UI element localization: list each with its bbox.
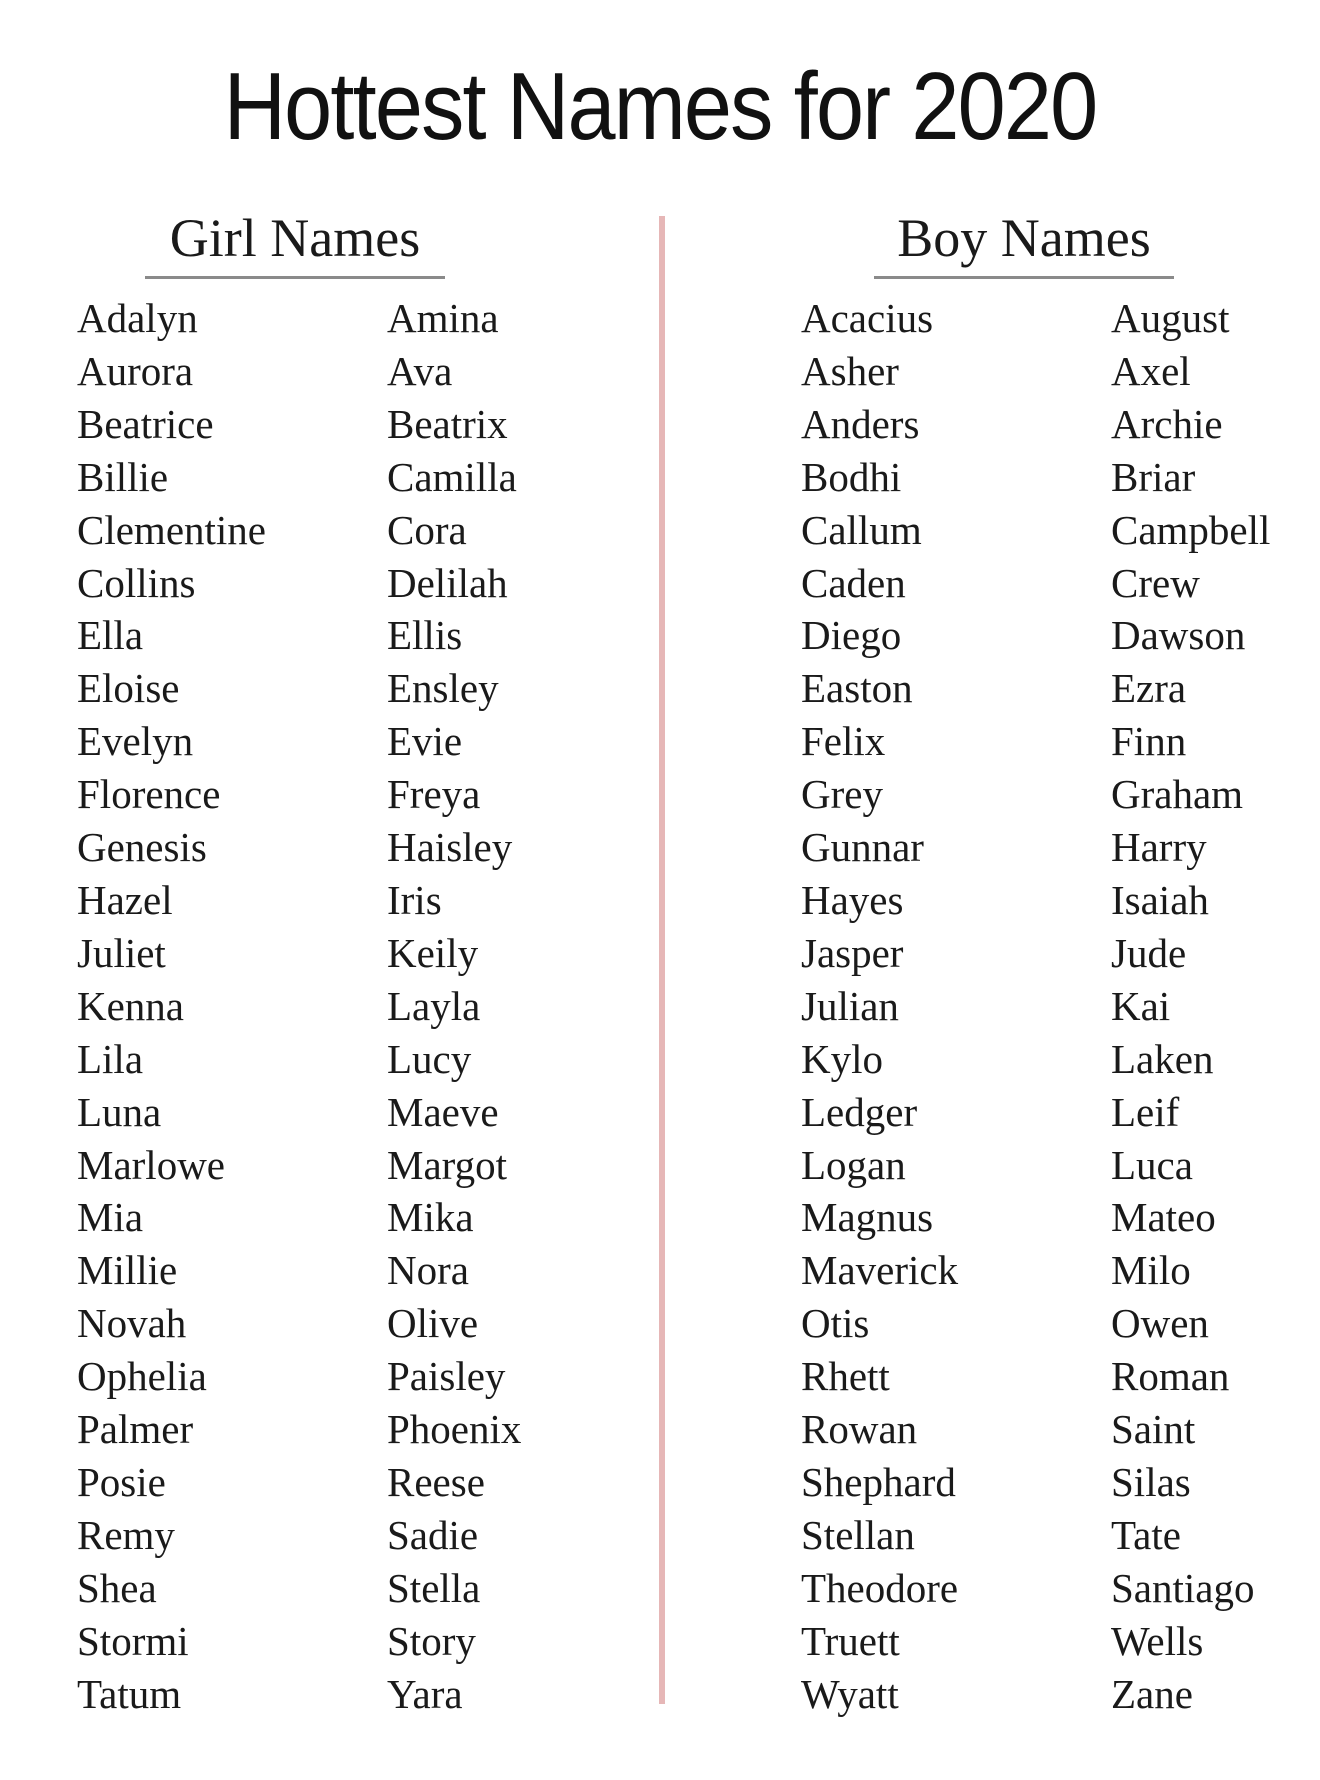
list-item: Sadie	[387, 1511, 479, 1558]
list-item: Isaiah	[1111, 876, 1209, 923]
list-item: Olive	[387, 1300, 479, 1347]
list-item: Juliet	[77, 929, 166, 976]
list-item: Clementine	[77, 506, 267, 553]
list-item: Mia	[77, 1194, 144, 1241]
list-item: Story	[387, 1617, 476, 1664]
list-item: Kai	[1111, 982, 1171, 1029]
list-item: Camilla	[387, 453, 517, 500]
list-item: Harry	[1111, 824, 1207, 871]
list-item: Felix	[801, 718, 886, 765]
list-item: Amina	[387, 295, 499, 341]
list-item: Ellis	[387, 612, 463, 659]
boy-names-heading: Boy Names	[874, 206, 1174, 279]
list-item: Grey	[801, 771, 883, 818]
list-item: Keily	[387, 929, 479, 976]
list-item: Palmer	[77, 1406, 194, 1453]
list-item: Ophelia	[77, 1353, 207, 1400]
girl-names-heading: Girl Names	[145, 206, 445, 279]
list-item: Laken	[1111, 1035, 1214, 1082]
list-item: Finn	[1111, 718, 1187, 765]
list-item: Hayes	[801, 876, 904, 923]
list-item: Theodore	[801, 1564, 959, 1611]
list-item: Tatum	[77, 1670, 182, 1717]
list-item: Iris	[387, 876, 442, 923]
list-item: Silas	[1111, 1458, 1191, 1505]
list-item: Nora	[387, 1247, 469, 1294]
list-item: Maeve	[387, 1088, 499, 1135]
list-item: Lucy	[387, 1035, 472, 1082]
list-item: Rhett	[801, 1353, 890, 1400]
list-item: Easton	[801, 665, 913, 712]
list-item: Delilah	[387, 559, 508, 606]
list-item: Anders	[801, 400, 920, 447]
boy-names-column-2	[1111, 292, 1270, 1720]
list-item: Graham	[1111, 771, 1244, 818]
list-item: Wyatt	[801, 1670, 899, 1717]
list-item: Jasper	[801, 929, 904, 976]
list-item: Magnus	[801, 1194, 934, 1241]
list-item: Luca	[1111, 1141, 1193, 1188]
list-item: Tate	[1111, 1511, 1181, 1558]
list-item: Logan	[801, 1141, 906, 1188]
list-item: Truett	[801, 1617, 900, 1664]
list-item: Ensley	[387, 665, 499, 712]
list-item: Ezra	[1111, 665, 1187, 712]
list-item: Margot	[387, 1141, 507, 1188]
list-item: Dawson	[1111, 612, 1246, 659]
list-item: Evie	[387, 718, 463, 765]
list-item: Caden	[801, 559, 906, 606]
list-item: Millie	[77, 1247, 178, 1294]
list-item: Shephard	[801, 1458, 956, 1505]
list-item: Remy	[77, 1511, 175, 1558]
list-item: Otis	[801, 1300, 870, 1347]
page-title: Hottest Names for 2020	[223, 53, 1097, 160]
list-item: Asher	[801, 347, 899, 394]
list-item: Kylo	[801, 1035, 883, 1082]
list-item: Yara	[387, 1670, 463, 1717]
list-item: Evelyn	[77, 718, 194, 765]
list-item: Julian	[801, 982, 899, 1029]
list-item: Acacius	[801, 295, 934, 341]
list-item: Aurora	[77, 347, 194, 394]
list-item: Zane	[1111, 1670, 1193, 1717]
list-item: Adalyn	[77, 295, 198, 341]
list-item: Roman	[1111, 1353, 1230, 1400]
list-item: August	[1111, 295, 1230, 341]
list-item: Eloise	[77, 665, 180, 712]
list-item: Gunnar	[801, 824, 924, 871]
list-item: Owen	[1111, 1300, 1209, 1347]
list-item: Florence	[77, 771, 221, 818]
list-item: Saint	[1111, 1406, 1196, 1453]
list-item: Callum	[801, 506, 922, 553]
list-item: Layla	[387, 982, 481, 1029]
list-item: Beatrice	[77, 400, 214, 447]
list-item: Freya	[387, 771, 481, 818]
list-item: Ava	[387, 347, 453, 394]
girl-names-column-2	[387, 292, 521, 1720]
list-item: Posie	[77, 1458, 166, 1505]
list-item: Crew	[1111, 559, 1200, 606]
boy-names-column-1	[801, 292, 958, 1720]
list-item: Ledger	[801, 1088, 918, 1135]
list-item: Kenna	[77, 982, 185, 1029]
list-item: Shea	[77, 1564, 157, 1611]
list-item: Billie	[77, 453, 169, 500]
list-item: Bodhi	[801, 453, 902, 500]
girl-names-column-1	[77, 292, 266, 1720]
list-item: Stellan	[801, 1511, 915, 1558]
list-item: Luna	[77, 1088, 162, 1135]
list-item: Wells	[1111, 1617, 1204, 1664]
list-item: Hazel	[77, 876, 173, 923]
list-item: Milo	[1111, 1247, 1191, 1294]
list-item: Mika	[387, 1194, 474, 1241]
list-item: Cora	[387, 506, 467, 553]
list-item: Ella	[77, 612, 144, 659]
list-item: Novah	[77, 1300, 187, 1347]
list-item: Marlowe	[77, 1141, 226, 1188]
list-item: Haisley	[387, 824, 513, 871]
list-item: Phoenix	[387, 1406, 522, 1453]
list-item: Jude	[1111, 929, 1187, 976]
list-item: Archie	[1111, 400, 1223, 447]
list-item: Beatrix	[387, 400, 508, 447]
list-item: Stormi	[77, 1617, 189, 1664]
list-item: Campbell	[1111, 506, 1271, 553]
list-item: Stella	[387, 1564, 481, 1611]
list-item: Lila	[77, 1035, 144, 1082]
list-item: Collins	[77, 559, 196, 606]
list-item: Diego	[801, 612, 902, 659]
list-item: Reese	[387, 1458, 485, 1505]
list-item: Maverick	[801, 1247, 959, 1294]
list-item: Mateo	[1111, 1194, 1216, 1241]
list-item: Santiago	[1111, 1564, 1255, 1611]
list-item: Genesis	[77, 824, 207, 871]
list-item: Axel	[1111, 347, 1191, 394]
list-item: Rowan	[801, 1406, 918, 1453]
column-divider	[659, 216, 665, 1704]
list-item: Briar	[1111, 453, 1196, 500]
list-item: Leif	[1111, 1088, 1180, 1135]
list-item: Paisley	[387, 1353, 506, 1400]
